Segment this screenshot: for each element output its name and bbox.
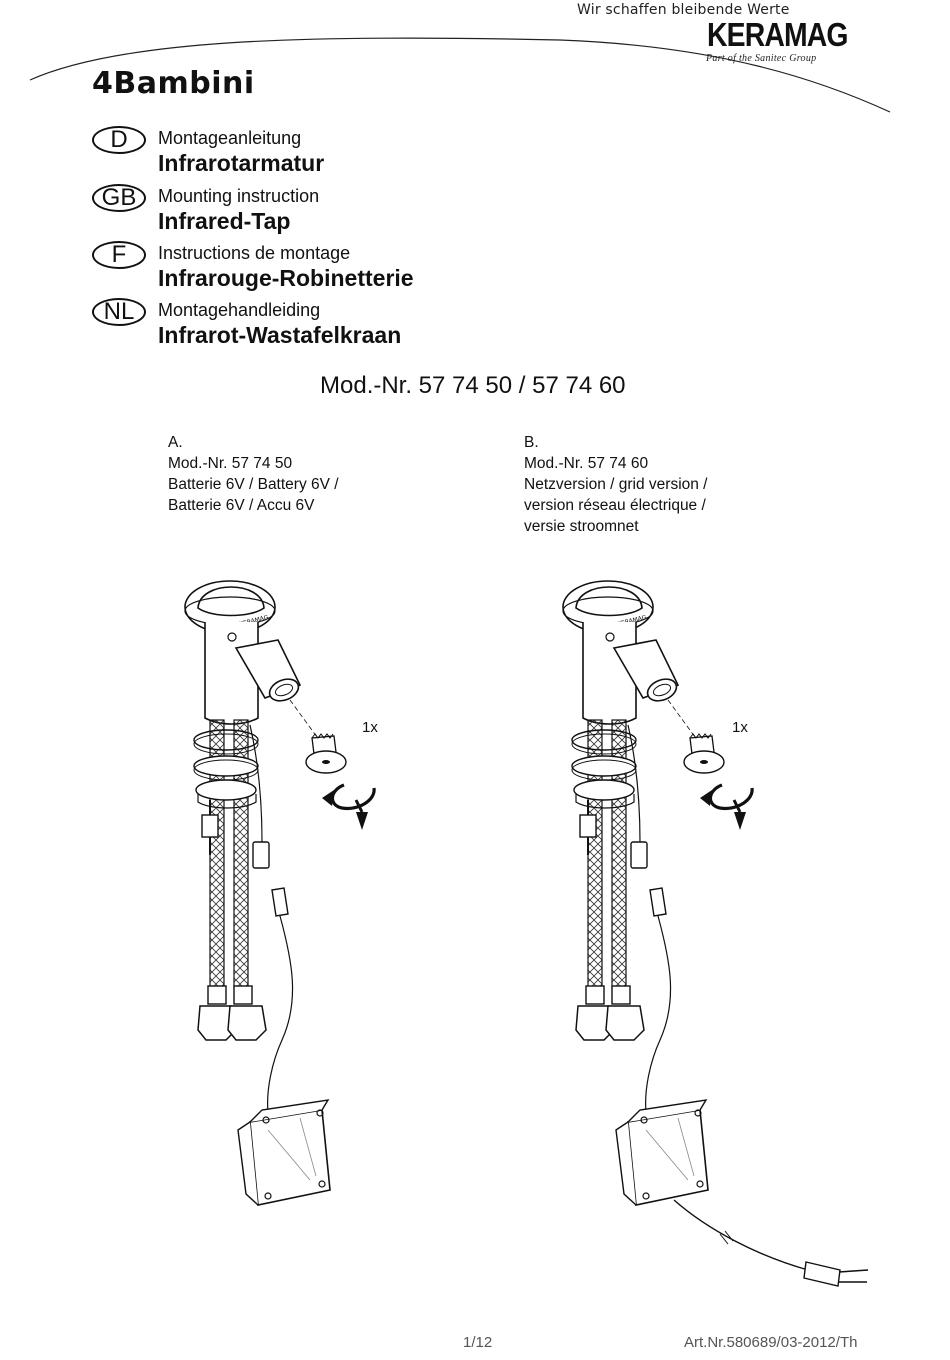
page-number: 1/12 [463,1334,493,1351]
product-title: 4Bambini [92,66,255,101]
lang-code-badge: GB [92,184,146,212]
lang-title: Infrared-Tap [158,208,291,234]
lang-code-badge: NL [92,298,146,326]
lang-subtitle: Montageanleitung [158,128,302,148]
brand-logo: KERAMAG [707,16,848,53]
article-number: Art.Nr.580689/03-2012/Th [684,1334,858,1351]
variant-line: Batterie 6V / Accu 6V [168,497,315,514]
lang-title: Infrarouge-Robinetterie [158,265,414,291]
model-number-heading: Mod.-Nr. 57 74 50 / 57 74 60 [320,372,626,399]
variant-b-illustration [563,581,868,1286]
lang-title: Infrarotarmatur [158,150,325,176]
lang-code-badge: D [92,126,146,154]
lang-subtitle: Instructions de montage [158,243,351,263]
lang-title: Infrarot-Wastafelkraan [158,322,402,348]
lang-code-badge: F [92,241,146,269]
variant-letter: A. [168,434,183,451]
lang-subtitle: Mounting instruction [158,186,320,206]
variant-line: versie stroomnet [524,518,639,535]
variant-a-illustration [185,581,374,1205]
brand-subtitle: Part of the Sanitec Group [706,53,817,64]
variant-line: Netzversion / grid version / [524,476,708,493]
lang-subtitle: Montagehandleiding [158,300,321,320]
brand-tagline: Wir schaffen bleibende Werte [577,2,790,18]
variant-letter: B. [524,434,539,451]
variant-model: Mod.-Nr. 57 74 50 [168,455,293,472]
variant-line: version réseau électrique / [524,497,706,514]
quantity-label: 1x [732,719,748,736]
quantity-label: 1x [362,719,378,736]
variant-line: Batterie 6V / Battery 6V / [168,476,339,493]
variant-model: Mod.-Nr. 57 74 60 [524,455,649,472]
